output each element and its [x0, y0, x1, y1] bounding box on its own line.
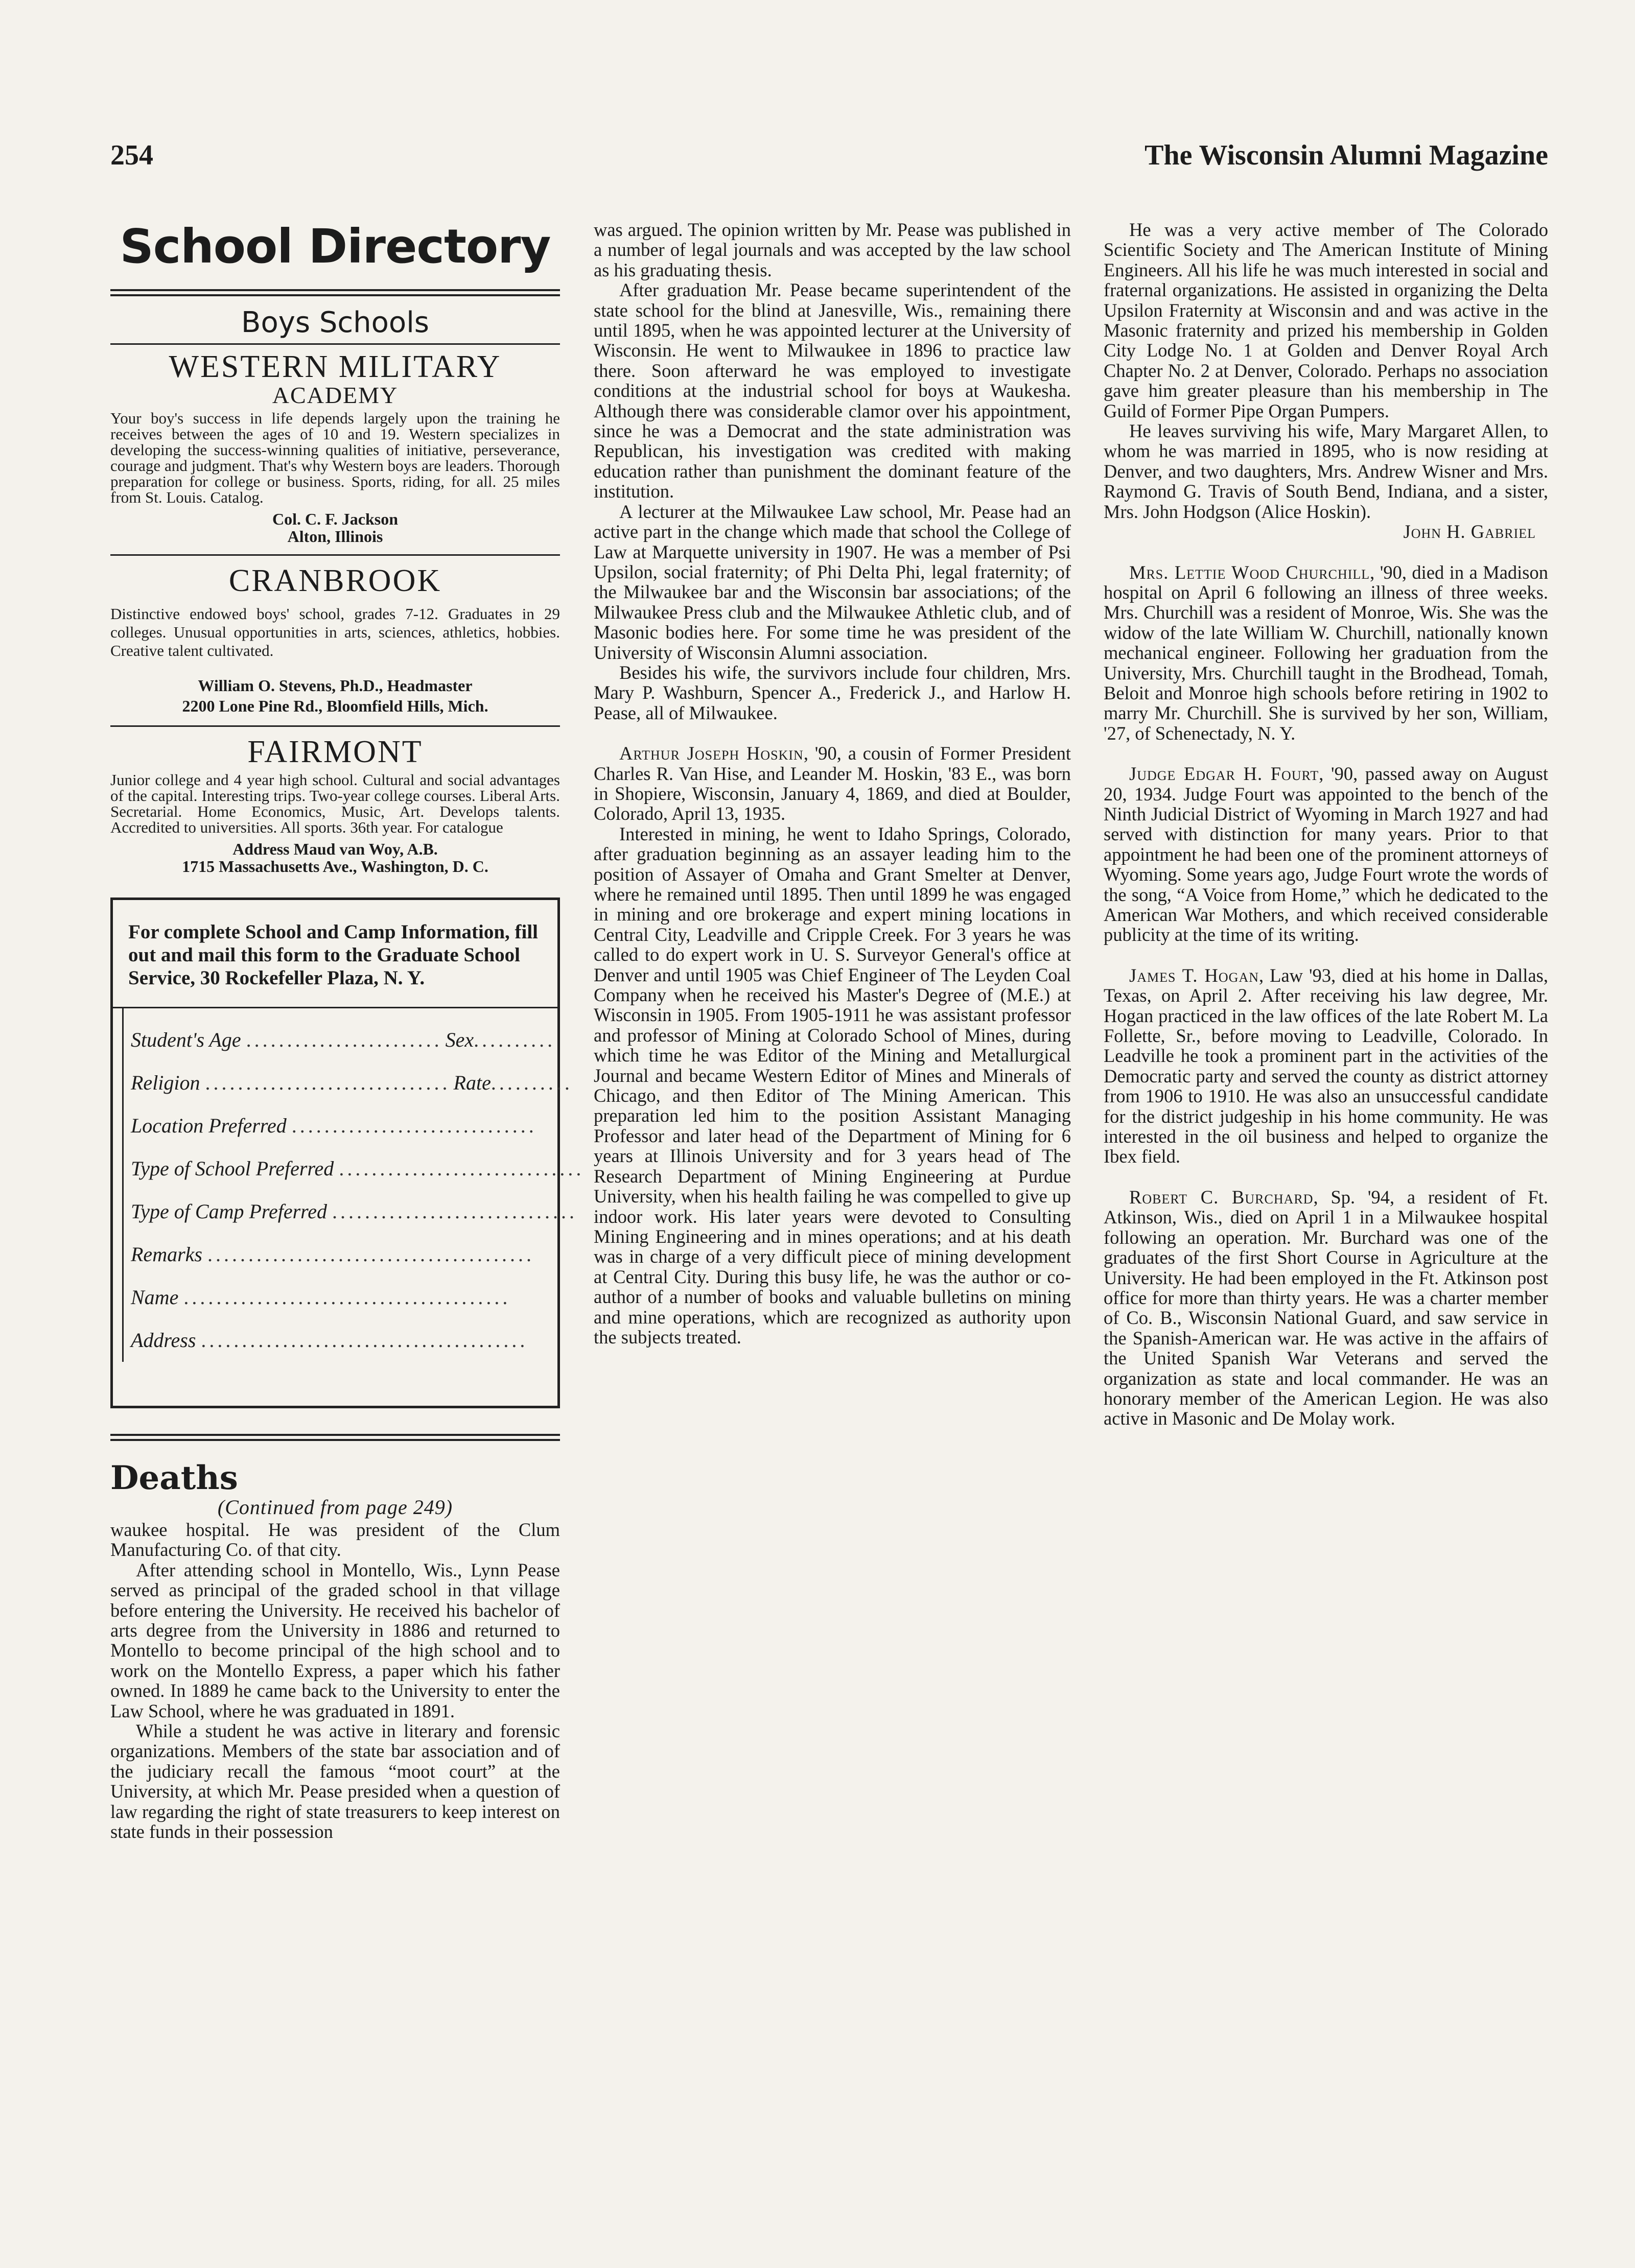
- school-contact: [110, 510, 560, 545]
- middle-column: [594, 220, 1071, 1347]
- paragraph: A lecturer at the Milwaukee Law school, Mr. Pease had an active part in the change which made that school the College of Law at Marquette university in 1907. He was a member of Psi Upsilon, social fraternity; of Phi Delta Phi, legal fraternity; of the Milwaukee bar and the Wisconsin bar associations; of the Milwaukee Press club and the Milwaukee Athletic club, and of Masonic bodies here. For some time he was president of the University of Wisconsin Alumni association.: [594, 501, 1071, 663]
- author-signature: John H. Gabriel: [1403, 521, 1536, 542]
- school-info-form: [110, 897, 585, 1408]
- field-blank[interactable]: ..............................: [291, 1114, 537, 1137]
- contact-name: William O. Stevens, Ph.D., Headmaster: [198, 676, 473, 695]
- paragraph: Besides his wife, the survivors include four children, Mrs. Mary P. Washburn, Spencer A., Frederick J., and Harlow H. Pease, all of Milwaukee.: [594, 662, 1071, 723]
- paragraph: Interested in mining, he went to Idaho Springs, Colorado, after graduation beginning as an assayer leading him to the position of Assayer of Omaha and Grant Smelter at Denver, where he remained until 1895. Then until 1899 he was engaged in mining and ore brokerage and expert mining locations in Central City, Leadville and Cripple Creek. For 3 years he was called to do expert work in U. S. Surveyor General's office at Denver and until 1905 was Chief Engineer of The Leyden Coal Company when he received his Master's Degree of (M.E.) at Wisconsin in 1905. From 1905-1911 he was assistant professor and professor of Mining at Colorado School of Mines, during which time he was Editor of the Mining and Metallurgical Journal and became Western Editor of Mines and Minerals of Chicago, and then Editor of The Mining American. This preparation led him to the position Assistant Managing Professor and later head of the Department of Mining for 6 years at Illinois University and for 3 years head of The Research Department of Mining Engineering at Purdue University, when his health failing he was compelled to give up indoor work. His later years were devoted to Consulting Mining Engineering and in mines operations; and at his death was in charge of a very difficult piece of mining development at Central City. During this busy life, he was the author or co-author of a number of books and valuable bulletins on mining and mine operations, which are recognized as authority upon the subjects treated.: [594, 823, 1071, 1348]
- obituary-text: , '90, a cousin of Former President Charles R. Van Hise, and Leander M. Hoskin, '83 E., was born in Shopiere, Wisconsin, January 4, 1869, and died at Boulder, Colorado, April 13, 1935.: [594, 743, 1071, 824]
- listing-divider: [110, 554, 560, 556]
- paragraph: He leaves surviving his wife, Mary Margaret Allen, to whom he was married in 1895, who is now residing at Denver, and two daughters, Mrs. Andrew Wisner and Mrs. Raymond G. Travis of South Bend, Indiana, and a sister, Mrs. John Hodgson (Alice Hoskin).: [1104, 420, 1548, 522]
- obituary-name: Arthur Joseph Hoskin: [619, 743, 804, 764]
- field-blank[interactable]: ..............................: [205, 1071, 451, 1094]
- field-label-rate: Rate: [453, 1071, 491, 1094]
- paragraph: After graduation Mr. Pease became superintendent of the state school for the blind at Janesville, Wis., remaining there until 1895, when he was appointed lecturer at the University of Wisconsin. He went to Milwaukee in 1896 to practice law there. Soon afterward he was employed to investigate conditions at the industrial school for boys at Waukesha. Although there was considerable clamor over his appointment, since he was a Democrat and the state administration was Republican, his investigation was credited with making education rather than punishment the dominant feature of the institution.: [594, 279, 1071, 502]
- field-blank[interactable]: ..............................: [339, 1157, 585, 1180]
- school-listing-cranbrook: [110, 564, 560, 716]
- obituary-name: James T. Hogan: [1129, 964, 1259, 986]
- paragraph: While a student he was active in literary and forensic organizations. Members of the state bar association and of the judiciary recall the famous “moot court” at the University, at which Mr. Pease presided when a question of law regarding the right of state treasurers to keep interest on state funds in their possession: [110, 1720, 560, 1842]
- school-subtitle: ACADEMY: [272, 382, 399, 408]
- school-name: CRANBROOK: [228, 563, 442, 598]
- field-blank[interactable]: ........................................: [183, 1286, 511, 1309]
- field-blank[interactable]: ........................................: [207, 1243, 534, 1266]
- obituary-fourt: [1104, 764, 1548, 945]
- directory-bottom-rule: [110, 1434, 560, 1441]
- obituary-hoskin: [594, 743, 1071, 824]
- form-row-location[interactable]: [131, 1104, 545, 1147]
- obituary-churchill: [1104, 562, 1548, 744]
- section-title: Boys Schools: [241, 306, 429, 339]
- form-row-camp-type[interactable]: [131, 1190, 578, 1233]
- obituary-text: , Law '93, died at his home in Dallas, Texas, on April 2. After receiving his law degree, Mr. Hogan practiced in the law offices of the late Robert M. La Follette, Sr., before moving to Leadville, Colorado. In Leadville he took a prominent part in the activities of the Democratic party and served the county as district attorney from 1906 to 1910. He was also an unsuccessful candidate for the district judgeship in his home community. He was interested in the oil business and helped to organize the Ibex field.: [1104, 964, 1548, 1167]
- form-row-school-type[interactable]: [131, 1147, 585, 1190]
- paragraph: was argued. The opinion written by Mr. Pease was published in a number of legal journals and was accepted by the law school as his graduating thesis.: [594, 219, 1071, 280]
- form-row-religion-rate[interactable]: [131, 1061, 573, 1104]
- field-blank[interactable]: ..........: [491, 1071, 573, 1094]
- school-description: Distinctive endowed boys' school, grades 7-12. Graduates in 29 colleges. Unusual opportunities in arts, sciences, athletics, hobbies. Creative talent cultivated.: [110, 605, 560, 659]
- field-label-location: Location Preferred: [131, 1114, 287, 1137]
- field-label-sex: Sex: [445, 1028, 474, 1051]
- form-row-name[interactable]: [131, 1276, 545, 1319]
- school-contact: [110, 840, 560, 875]
- school-description: Junior college and 4 year high school. Cultural and social advantages of the capital. Interesting trips. Two-year college courses. Liberal Arts. Secretarial. Home Economics, Music, Art. Develops talents. Accredited to universities. All sports. 36th year. For catalogue: [110, 771, 560, 836]
- paragraph: After attending school in Montello, Wis., Lynn Pease served as principal of the graded school in that village before entering the University. He received his bachelor of arts degree from the University in 1886 and returned to Montello to become principal of the high school and to work on the Montello Express, a paper which his father owned. In 1889 he came back to the University to enter the Law School, where he was graduated in 1891.: [110, 1559, 560, 1721]
- field-label-remarks: Remarks: [131, 1243, 202, 1266]
- school-listing-western: [110, 350, 560, 545]
- form-row-age-sex[interactable]: [131, 1019, 556, 1061]
- section-rule: [110, 343, 560, 345]
- school-listing-fairmont: [110, 735, 560, 875]
- title-double-rule: [110, 289, 560, 296]
- right-column: [1104, 220, 1548, 1429]
- page-header: [110, 139, 1548, 180]
- listing-divider: [110, 725, 560, 727]
- school-name: WESTERN MILITARY: [169, 349, 502, 384]
- field-blank[interactable]: ........................................: [201, 1329, 528, 1352]
- obituary-text: , '90, passed away on August 20, 1934. Judge Fourt was appointed to the bench of the Ninth Judicial District of Wyoming in March 1927 and had served with distinction for many years. Prior to that appointment he had been one of the prominent attorneys of Wyoming. Some years ago, Judge Fourt wrote the words of the song, “A Voice from Home,” which he dedicated to the American War Mothers, and which received considerable publicity at the time of its writing.: [1104, 763, 1548, 946]
- continued-note: (Continued from page 249): [217, 1496, 453, 1519]
- page-number: 254: [110, 139, 153, 171]
- school-contact: [110, 675, 560, 716]
- contact-address: 1715 Massachusetts Ave., Washington, D. C.: [182, 857, 488, 876]
- contact-name: Address Maud van Woy, A.B.: [232, 840, 438, 858]
- obituary-hogan: [1104, 965, 1548, 1167]
- field-blank[interactable]: ........................: [246, 1028, 442, 1051]
- obituary-name: Robert C. Burchard: [1129, 1186, 1314, 1208]
- school-description: Your boy's success in life depends largely upon the training he receives between the ages of 10 and 19. Western specializes in developing the success-winning qualities of initiative, perseverance, courage and judgment. That's why Western boys are leaders. Thorough preparation for college or business. Sports, riding, for all. 25 miles from St. Louis. Catalog.: [110, 409, 560, 506]
- form-intro: For complete School and Camp Information, fill out and mail this form to the Graduate School Service, 30 Rockefeller Plaza, N. Y.: [128, 921, 539, 989]
- paragraph: He was a very active member of The Colorado Scientific Society and The American Institute of Mining Engineers. All his life he was much interested in social and fraternal organizations. He assisted in organizing the Delta Upsilon Fraternity at Wisconsin and and was active in the Masonic fraternity and prized his membership in Golden City Lodge No. 1 at Golden and Denver Royal Arch Chapter No. 2 at Denver, Colorado. Perhaps no association gave him greater pleasure than his membership in The Guild of Former Pipe Organ Pumpers.: [1104, 219, 1548, 421]
- field-label-address: Address: [131, 1329, 196, 1352]
- deaths-heading: Deaths: [110, 1459, 238, 1497]
- obituary-text: , Sp. '94, a resident of Ft. Atkinson, Wis., died on April 1 in a Milwaukee hospital following an operation. Mr. Burchard was one of the graduates of the first Short Course in Agriculture at the University. He had been employed in the Ft. Atkinson post office for more than thirty years. He was a charter member of Co. B., Wisconsin National Guard, and saw service in the Spanish-American war. He was active in the affairs of the United Spanish War Veterans and served the organization as state and local commander. He was an honorary member of the American Legion. He was also active in Masonic and De Molay work.: [1104, 1186, 1548, 1429]
- field-label-camp-type: Type of Camp Preferred: [131, 1200, 328, 1223]
- directory-title: School Directory: [120, 219, 551, 274]
- paragraph: waukee hospital. He was president of the Clum Manufacturing Co. of that city.: [110, 1519, 560, 1561]
- field-label-name: Name: [131, 1286, 179, 1309]
- field-blank[interactable]: ..........: [474, 1028, 556, 1051]
- contact-address: 2200 Lone Pine Rd., Bloomfield Hills, Mich.: [182, 697, 488, 715]
- form-fields: [122, 1008, 585, 1362]
- field-label-religion: Religion: [131, 1071, 200, 1094]
- left-column-text: [110, 1520, 560, 1842]
- form-row-remarks[interactable]: [131, 1233, 545, 1276]
- contact-name: Col. C. F. Jackson: [272, 510, 398, 528]
- contact-address: Alton, Illinois: [287, 527, 383, 546]
- field-label-school-type: Type of School Preferred: [131, 1157, 334, 1180]
- obituary-burchard: [1104, 1187, 1548, 1429]
- obituary-name: Judge Edgar H. Fourt: [1129, 763, 1319, 785]
- obituary-text: , '90, died in a Madison hospital on April 6 following an illness of three weeks. Mrs. Churchill was a resident of Monroe, Wis. She was the widow of the late William W. Churchill, nationally known mechanical engineer. Following her graduation from the University, Mrs. Churchill taught in the Brodhead, Tomah, Beloit and Monroe high schools before retiring in 1902 to marry Mr. Churchill. She is survived by her son, William, '27, of Schenectady, N. Y.: [1104, 561, 1549, 744]
- field-blank[interactable]: ..............................: [332, 1200, 578, 1223]
- left-column: [110, 219, 585, 1842]
- field-label-age: Student's Age: [131, 1028, 241, 1051]
- journal-title: The Wisconsin Alumni Magazine: [1144, 139, 1548, 171]
- obituary-name: Mrs. Lettie Wood Churchill: [1129, 561, 1370, 583]
- form-row-address[interactable]: [131, 1319, 545, 1362]
- school-name: FAIRMONT: [247, 735, 423, 769]
